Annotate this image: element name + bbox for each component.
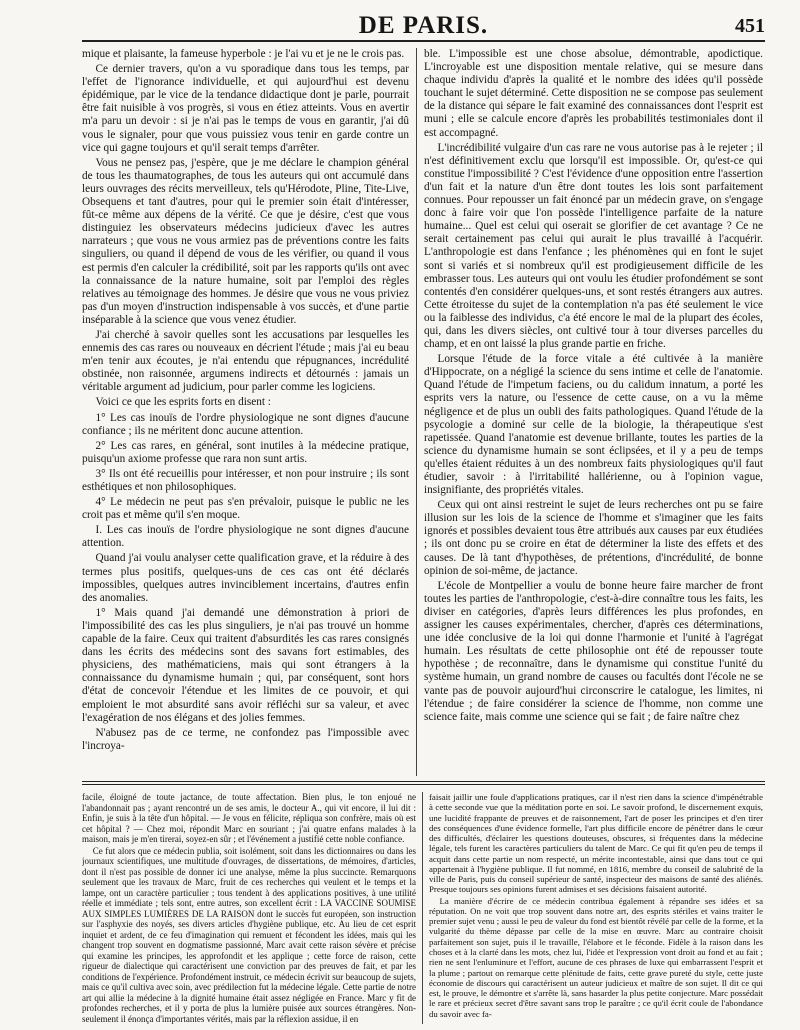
paragraph: Ce dernier travers, qu'on a vu sporadique dans tous les temps, par l'effet de l'ignorance individuelle, et qui aujourd'hui est devenu épidémique, par le vice de la tendance didactique dont je parle, pourrait être fait nuisible à vos progrès, si vous en étiez atteints. Vous en avertir m'a paru un devoir : si je n'ai pas le temps de vous en garantir, j'ai dû vous le signaler, pour que vous puissiez vous tenir en garde contre un vice qui gagne toujours et qu'il serait temps d'arrêter. — [82, 63, 409, 154]
paragraph: Ce fut alors que ce médecin publia, soit isolément, soit dans les dictionnaires ou dans les journaux scientifiques, une multitude d'ouvrages, de dissertations, de mémoires, d'articles, dont il n'est pas possible de donner ici une analyse, même la plus succincte. Remarquons seulement que les travaux de Marc, fruit de ces recherches qui veulent et le temps et la lampe, ont un caractère particulier ; tous tendent à des applications positives, à une utilité réelle et immédiate ; tels sont, entre autres, son excellent écrit : LA VACCINE SOUMISE AUX SIMPLES LUMIÈRES DE LA RAISON dont le succès fut européen, son instruction sur l'asphyxie des noyés, ses divers articles d'hygiène publique, etc. Au lieu de cet esprit inquiet et ardent, de ce feu d'imagination qui remuent et fécondent les idées, mais qui les changent trop souvent en dogmatisme passionné, Marc avait cette raison sévère et précise qui examine les principes, les approfondit et les applique ; cette force de raison, cette rigueur de dialectique qui caractérisent une conviction par des preuves de fait, et par les conditions de l'expérience. Profondément instruit, ce médecin écrivit sur beaucoup de sujets, mais ce qu'il cultiva avec soin, avec prédilection fut la médecine légale. Cette partie de notre art qui allie la médecine à la dignité humaine était assez négligée en France. Marc y fit de profondes recherches, et il y porta de plus la lumière puisée aux sources étrangères. Non-seulement il énonça d'importantes vérités, mais par la réflexion assidue, il en — [82, 845, 416, 1024]
paragraph: Quand j'ai voulu analyser cette qualification grave, et la réduire à des termes plus positifs, quelques-uns de ces cas ont été déclarés impossibles, quelques autres invinciblement incertains, d'autres enfin des anomalies. — [82, 552, 409, 604]
paragraph: 1° Mais quand j'ai demandé une démonstration à priori de l'impossibilité des cas les plus singuliers, je n'ai pas trouvé un homme capable de la faire. Ceux qui traitent d'absurdités les cas rares consignés dans les écrits des médecins sont des savans fort estimables, des physiciens, des mathématiciens, mais qui sont étrangers à la connaissance du dynamisme humain ; qui, par conséquent, sont hors d'état de concevoir l'étendue et les limites de ce pouvoir, et qui emploient le mot absurdité sans avoir réfléchi sur sa valeur, et avec l'exagération de nos élégans et des jolies femmes. — [82, 606, 409, 724]
feuilleton-column-divider — [422, 792, 423, 1024]
paragraph: 4° Le médecin ne peut pas s'en prévaloir, puisque le public ne les croit pas et même qu'il s'en moque. — [82, 496, 409, 522]
paragraph: ble. L'impossible est une chose absolue, démontrable, apodictique. L'incroyable est une disposition mentale relative, qui se mesure dans chaque individu d'après la qualité et le nombre des idées qu'il possède touchant le sujet déterminé. Cette disposition ne se compose pas seulement de la distance qui sépare le fait examiné des connaissances dont l'esprit est muni ; elle se calcule encore d'après les probabilités testimoniales dont il est accompagné. — [424, 48, 763, 139]
paragraph: 3° Ils ont été recueillis pour intéresser, et non pour instruire ; ils sont esthétiques et non philosophiques. — [82, 467, 409, 493]
paragraph: I. Les cas inouïs de l'ordre physiologique ne sont dignes d'aucune attention. — [82, 524, 409, 550]
column-divider — [416, 48, 417, 776]
paragraph: Vous ne pensez pas, j'espère, que je me déclare le champion général de tous les thaumatographes, de tous les auteurs qui ont accumulé dans leurs ouvrages des récits merveilleux, tels qu'Hérodote, Pline, Tite-Live, Obsequens et tant d'autres, pour qui le premier soin était d'intéresser, fût-ce même aux dépens de la vérité. Ce que je désire, c'est que vous distinguiez les observateurs médecins judicieux d'avec les autres narrateurs ; que vous ne vous armiez pas de préventions contre les faits singuliers, ou quand il dépend de vous de les vérifier, ou quand il vous est permis d'en calculer la crédibilité, soit par les rapports qu'ils ont avec la connaissance de la nature humaine, soit par l'emploi des règles relatives au témoignage des hommes. Je désire que vous ne vous priviez pas d'un moyen d'instruction indispensable à vos succès, et d'une partie inséparable à la science que vous venez étudier. — [82, 156, 409, 326]
paragraph: facile, éloigné de toute jactance, de toute affectation. Bien plus, le ton enjoué ne l'abandonnait pas ; ayant rencontré un de ses amis, le docteur A., qui vit encore, il lui dit : Enfin, je suis à la tête d'un hôpital. — Je vous en félicite, répliqua son confrère, mais où est cet hôpital ? — Chez moi, répondit Marc en souriant ; j'ai quatre enfans malades à la maison, mais je m'en tirerai, soyez-en sûr ; et l'événement a justifié cette noble confiance. — [82, 792, 416, 844]
paragraph: mique et plaisante, la fameuse hyperbole : je l'ai vu et je ne le crois pas. — [82, 48, 405, 60]
paragraph: L'école de Montpellier a voulu de bonne heure faire marcher de front toutes les parties de l'anthropologie, c'est-à-dire connaître tous les faits, les diviser en catégories, d'après leurs différences les plus profondes, en assigner les causes expérimentales, chercher, d'après ces déterminations, une idée conclusive de la loi qui donne l'harmonie et l'unité à l'agrégat humain. Les résultats de cette philosophie ont été de repousser toute hypothèse ; de reconnaître, dans le dynamisme qui constitue l'unité du système humain, un grand nombre de causes ou facultés dont l'école ne se vante pas de pouvoir aujourd'hui circonscrire le catalogue, les limites, ni l'étendue ; de faire considérer la science de l'homme, non comme une science faite, mais comme une science qui se fait ; de faire naître chez — [424, 579, 763, 723]
paragraph: Voici ce que les esprits forts en disent : — [95, 396, 271, 409]
paragraph: 1° Les cas inouïs de l'ordre physiologique ne sont dignes d'aucune confiance ; ils ne méritent donc aucune attention. — [82, 411, 409, 437]
paragraph: Ceux qui ont ainsi restreint le sujet de leurs recherches ont pu se faire illusion sur les lois de la science de l'homme et s'imaginer que les faits ignorés et possibles devaient tous être attribués aux causes par eux étudiées ; ils ont donc pu se croire en état de déterminer la liste des effets et des causes. De là tant d'hypothèses, de prétentions, d'incrédulité, de bonne opinion de soi-même, de jactance. — [424, 499, 763, 577]
feuilleton-left-column — [82, 792, 416, 1024]
running-head — [82, 12, 765, 42]
running-title: DE PARIS. — [358, 12, 489, 39]
paragraph: faisait jaillir une foule d'applications pratiques, car il n'est rien dans la science d'impénétrable à cette seconde vue que la méditation porte en soi. Le savoir profond, le discernement exquis, une lucidité frappante de preuves et de raisonnement, l'art de poser les principes et d'en tirer des conséquences d'une évidence formelle, l'art plus difficile encore de pénétrer dans le cœur des difficultés, d'éclairer les questions douteuses, obscures, si fréquentes dans la médecine légale, tels furent les caractères particuliers du talent de Marc. Ce qui fit qu'en peu de temps il acquit dans cette partie un nom respecté, un mérite incontestable, ainsi que dans tout ce qui appartenait à l'hygiène publique. Il fut nommé, en 1816, membre du conseil de salubrité de la ville de Paris, puis du conseil supérieur de santé, inspecteur des maisons de santé des aliénés. Presque toujours ses opinions furent admises et ses décisions faisaient autorité. — [429, 792, 763, 895]
paragraph: N'abusez pas de ce terme, ne confondez pas l'impossible avec l'incroya- — [82, 726, 409, 752]
feuilleton-rule — [82, 781, 765, 785]
right-column — [424, 48, 763, 776]
paragraph: J'ai cherché à savoir quelles sont les accusations par lesquelles les ennemis des cas rares ou nouveaux en décrient l'étude ; mais j'ai eu beau m'en tenir aux écoutes, je n'ai entendu que répugnances, incrédulité obstinée, non raisonnée, argumens indirects et détournés : jamais un véritable argument ad judicium, pour parler comme les logiciens. — [82, 328, 409, 394]
paragraph: L'incrédibilité vulgaire d'un cas rare ne vous autorise pas à le rejeter ; il n'est définitivement exclu que lorsqu'il est impossible. Or, qu'est-ce qui constitue l'impossibilité ? C'est l'évidence d'une opposition entre l'assertion d'un fait et la nature d'un être dont toutes les lois sont parfaitement connues. Pour repousser un fait énoncé par un médecin grave, on s'engage donc à faire voir que l'on possède l'intelligence parfaite de la nature humaine... Quel est celui qui oserait se glorifier de cet avantage ? Ce ne serait certainement pas celui qui aurait le plus travaillé à l'acquérir. L'anthropologie est dans l'enfance ; les phénomènes qui en font le sujet sont si variés et si nombreux qu'il est prodigieusement difficile de les embrasser tous. Les auteurs qui ont voulu les étudier profondément se sont contentés d'en considérer quelques-uns, et sont restés étrangers aux autres. Cette étroitesse du sujet de la contemplation n'a pas été seulement le vice ou la faiblesse des individus, c'a été encore le mal de la plupart des écoles, qui, dans les divers siècles, ont cultivé tour à tour diverses parcelles du champ, et en ont laissé la plus grande partie en friche. — [424, 141, 763, 351]
paragraph: Lorsque l'étude de la force vitale a été cultivée à la manière d'Hippocrate, on a négligé la science du sens intime et celle de l'anatomie. Quand l'étude de l'impetum faciens, ou du calidum innatum, a porté les esprits vers la nature, ou l'essence de cette cause, on a vu la même négligence et de plus un oubli des faits pathologiques. Quand l'étude de la psycologie a dominé sur celle de la biologie, la thérapeutique s'est rapetissée. Quand l'anatomie est devenue brillante, toutes les parties de la science du dynamisme humain se sont éclipsées, et il y a peu de temps qu'elles étaient réduites à un des nombreux faits physiologiques qu'il faut étudier, savoir : à l'irritabilité hallérienne, ou à l'opinion vague, insignifiante, des propriétés vitales. — [424, 353, 763, 497]
page-number: 451 — [735, 15, 765, 37]
left-column — [82, 48, 409, 776]
paragraph: 2° Les cas rares, en général, sont inutiles à la médecine pratique, puisqu'un axiome professe que rara non sunt artis. — [82, 439, 409, 465]
feuilleton-right-column — [429, 792, 763, 1024]
paragraph: La manière d'écrire de ce médecin contribua également à répandre ses idées et sa réputation. On ne voit que trop souvent dans notre art, des esprits stériles et vains traiter le premier sujet venu ; aussi le peu de valeur du fond est bientôt révélé par celle de la forme, et la vulgarité du thème dépasse par celle de la mise en œuvre. Marc au contraire choisit parfaitement son sujet, puis il le travaille, l'élabore et le féconde. Fidèle à la raison dans les choses et à la clarté dans les mots, chez lui, l'idée et l'expression vont droit au fond et au fait ; rien ne sent l'enluminure et l'effort, aucune de ces phrases de luxe qui embarrassent l'esprit et la plume ; partout on remarque cette plénitude de faits, cette grave pureté du style, cette juste économie de discours qui caractérisent un auteur judicieux et maître de son sujet. Il dit ce qui est, le prouve, le démontre et s'arrête là, sans hasarder la plus petite conjecture. Marc possédait le rare et précieux secret d'être savant sans trop le paraître ; ce qu'il écrit coule de l'abondance du savoir avec fa- — [429, 895, 763, 1019]
